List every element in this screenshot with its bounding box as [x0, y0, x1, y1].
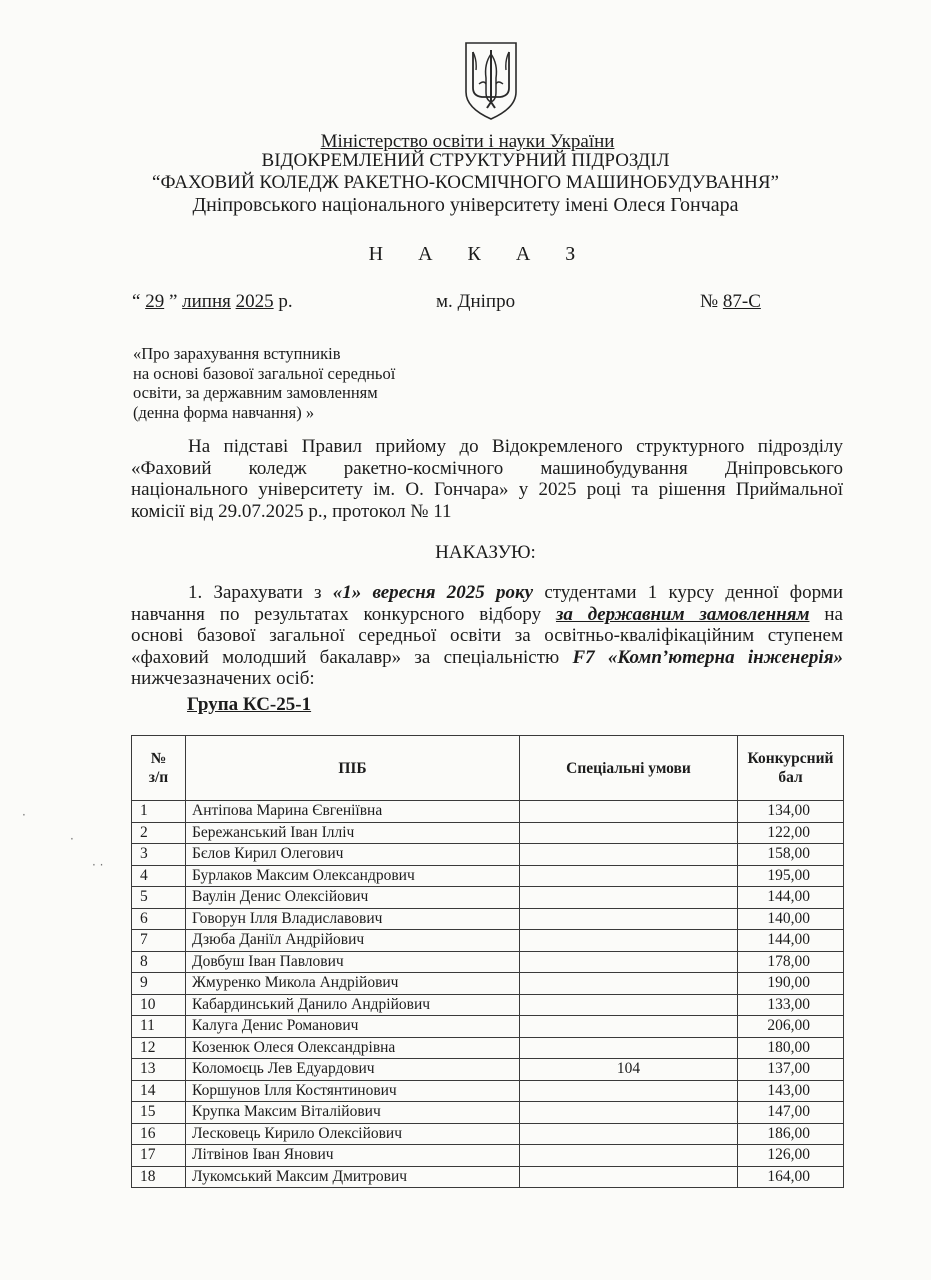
table-row [132, 973, 844, 995]
special-conditions [520, 1016, 738, 1038]
table-row [132, 1123, 844, 1145]
table-row [132, 994, 844, 1016]
basis-line: На підставі Правил прийому до Відокремленого структурного підрозділу [188, 436, 843, 457]
table-row [132, 1102, 844, 1124]
table-row [132, 865, 844, 887]
row-number: 8 [132, 951, 186, 973]
special-conditions [520, 1145, 738, 1167]
group-label: Група КС-25-1 [187, 694, 312, 715]
header-special-conditions: Спеціальні умови [520, 736, 738, 801]
row-number: 2 [132, 822, 186, 844]
row-number: 17 [132, 1145, 186, 1167]
competitive-score: 137,00 [738, 1059, 844, 1081]
item1-line: основі базової загальної середньої освіти за освітньо-кваліфікаційним ступенем [131, 625, 843, 646]
special-conditions [520, 908, 738, 930]
header-number: № з/п [132, 736, 186, 801]
table-row [132, 887, 844, 909]
order-date: “ 29 ” липня 2025 р. [132, 291, 293, 312]
competitive-score: 133,00 [738, 994, 844, 1016]
table-row [132, 930, 844, 952]
competitive-score: 122,00 [738, 822, 844, 844]
student-name: Довбуш Іван Павлович [186, 951, 520, 973]
competitive-score: 180,00 [738, 1037, 844, 1059]
competitive-score: 186,00 [738, 1123, 844, 1145]
item1-line: нижчезазначених осіб: [131, 668, 315, 689]
row-number: 9 [132, 973, 186, 995]
special-conditions [520, 822, 738, 844]
table-row [132, 951, 844, 973]
special-conditions [520, 1123, 738, 1145]
student-name: Жмуренко Микола Андрійович [186, 973, 520, 995]
row-number: 4 [132, 865, 186, 887]
subject-line: «Про зарахування вступників [133, 344, 341, 363]
row-number: 16 [132, 1123, 186, 1145]
competitive-score: 144,00 [738, 930, 844, 952]
order-number: № 87-С [700, 291, 761, 312]
document-title: Н А К А З [368, 243, 591, 265]
enrollment-table [131, 735, 844, 1188]
special-conditions [520, 930, 738, 952]
row-number: 3 [132, 844, 186, 866]
competitive-score: 195,00 [738, 865, 844, 887]
row-number: 12 [132, 1037, 186, 1059]
competitive-score: 178,00 [738, 951, 844, 973]
ministry-name: Міністерство освіти і науки України [320, 131, 615, 152]
competitive-score: 134,00 [738, 801, 844, 823]
scan-speck: · [22, 808, 26, 822]
special-conditions [520, 973, 738, 995]
item1-line: навчання по результатах конкурсного відбору за державним замовленням на [131, 603, 843, 625]
order-year: 2025 [235, 291, 274, 312]
funding-type: за державним замовленням [555, 603, 810, 625]
order-subject [133, 344, 453, 422]
scan-speck: · [70, 832, 74, 846]
header-score: Конкурсний бал [738, 736, 844, 801]
row-number: 18 [132, 1166, 186, 1188]
table-row [132, 844, 844, 866]
row-number: 15 [132, 1102, 186, 1124]
table-body [132, 801, 844, 1188]
competitive-score: 147,00 [738, 1102, 844, 1124]
table-row [132, 1166, 844, 1188]
order-city: м. Дніпро [436, 291, 516, 312]
table-row [132, 1016, 844, 1038]
special-conditions [520, 1037, 738, 1059]
student-name: Дзюба Даніїл Андрійович [186, 930, 520, 952]
row-number: 10 [132, 994, 186, 1016]
special-conditions [520, 1102, 738, 1124]
basis-paragraph [131, 436, 843, 522]
table-row [132, 1059, 844, 1081]
competitive-score: 164,00 [738, 1166, 844, 1188]
subject-line: на основі базової загальної середньої [133, 363, 396, 383]
university-name: Дніпровського національного університету імені Олеся Гончара [192, 194, 739, 216]
order-word: НАКАЗУЮ: [435, 542, 536, 563]
competitive-score: 206,00 [738, 1016, 844, 1038]
student-name: Бєлов Кирил Олегович [186, 844, 520, 866]
student-name: Кабардинський Данило Андрійович [186, 994, 520, 1016]
table-row [132, 1145, 844, 1167]
student-name: Коршунов Ілля Костянтинович [186, 1080, 520, 1102]
competitive-score: 143,00 [738, 1080, 844, 1102]
competitive-score: 158,00 [738, 844, 844, 866]
basis-line: «Фаховий коледж ракетно-космічного машинобудування Дніпровського [131, 457, 843, 479]
special-conditions [520, 865, 738, 887]
header-name: ПІБ [186, 736, 520, 801]
special-conditions [520, 844, 738, 866]
scan-speck: · · [92, 858, 104, 872]
special-conditions [520, 887, 738, 909]
item1-paragraph [131, 582, 843, 690]
competitive-score: 144,00 [738, 887, 844, 909]
competitive-score: 140,00 [738, 908, 844, 930]
student-name: Літвінов Іван Янович [186, 1145, 520, 1167]
row-number: 6 [132, 908, 186, 930]
row-number: 7 [132, 930, 186, 952]
special-conditions [520, 951, 738, 973]
item1-line: 1. Зарахувати з «1» вересня 2025 року студентами 1 курсу денної форми [188, 582, 843, 603]
specialty: F7 «Комп’ютерна інженерія» [572, 646, 843, 668]
table-row [132, 1080, 844, 1102]
student-name: Ваулін Денис Олексійович [186, 887, 520, 909]
special-conditions [520, 1166, 738, 1188]
special-conditions: 104 [520, 1059, 738, 1081]
unit-name: ВІДОКРЕМЛЕНИЙ СТРУКТУРНИЙ ПІДРОЗДІЛ [261, 150, 670, 171]
student-name: Говорун Ілля Владиславович [186, 908, 520, 930]
student-name: Крупка Максим Віталійович [186, 1102, 520, 1124]
order-month: липня [182, 291, 231, 312]
row-number: 1 [132, 801, 186, 823]
coat-of-arms-trident-icon [462, 40, 520, 122]
table-row [132, 801, 844, 823]
special-conditions [520, 994, 738, 1016]
college-name: “ФАХОВИЙ КОЛЕДЖ РАКЕТНО-КОСМІЧНОГО МАШИНОБУДУВАННЯ” [152, 172, 779, 193]
student-name: Лукомський Максим Дмитрович [186, 1166, 520, 1188]
student-name: Калуга Денис Романович [186, 1016, 520, 1038]
table-row [132, 908, 844, 930]
student-name: Бережанський Іван Ілліч [186, 822, 520, 844]
table-row [132, 1037, 844, 1059]
table-header-row [132, 736, 844, 801]
item1-line: «фаховий молодший бакалавр» за спеціальністю F7 «Комп’ютерна інженерія» [131, 646, 843, 668]
row-number: 5 [132, 887, 186, 909]
student-name: Лесковець Кирило Олексійович [186, 1123, 520, 1145]
start-date: «1» вересня 2025 року [332, 582, 534, 603]
student-name: Антіпова Марина Євгеніївна [186, 801, 520, 823]
basis-line: національного університету ім. О. Гончара» у 2025 році та рішення Приймальної [131, 479, 843, 500]
row-number: 14 [132, 1080, 186, 1102]
basis-line: комісії від 29.07.2025 р., протокол № 11 [131, 500, 452, 522]
order-day: 29 [145, 291, 165, 312]
table-row [132, 822, 844, 844]
subject-line: (денна форма навчання) » [133, 402, 315, 422]
special-conditions [520, 801, 738, 823]
row-number: 13 [132, 1059, 186, 1081]
student-name: Козенюк Олеся Олександрівна [186, 1037, 520, 1059]
competitive-score: 126,00 [738, 1145, 844, 1167]
student-name: Бурлаков Максим Олександрович [186, 865, 520, 887]
subject-line: освіти, за державним замовленням [133, 383, 378, 402]
competitive-score: 190,00 [738, 973, 844, 995]
student-name: Коломоєць Лев Едуардович [186, 1059, 520, 1081]
row-number: 11 [132, 1016, 186, 1038]
special-conditions [520, 1080, 738, 1102]
